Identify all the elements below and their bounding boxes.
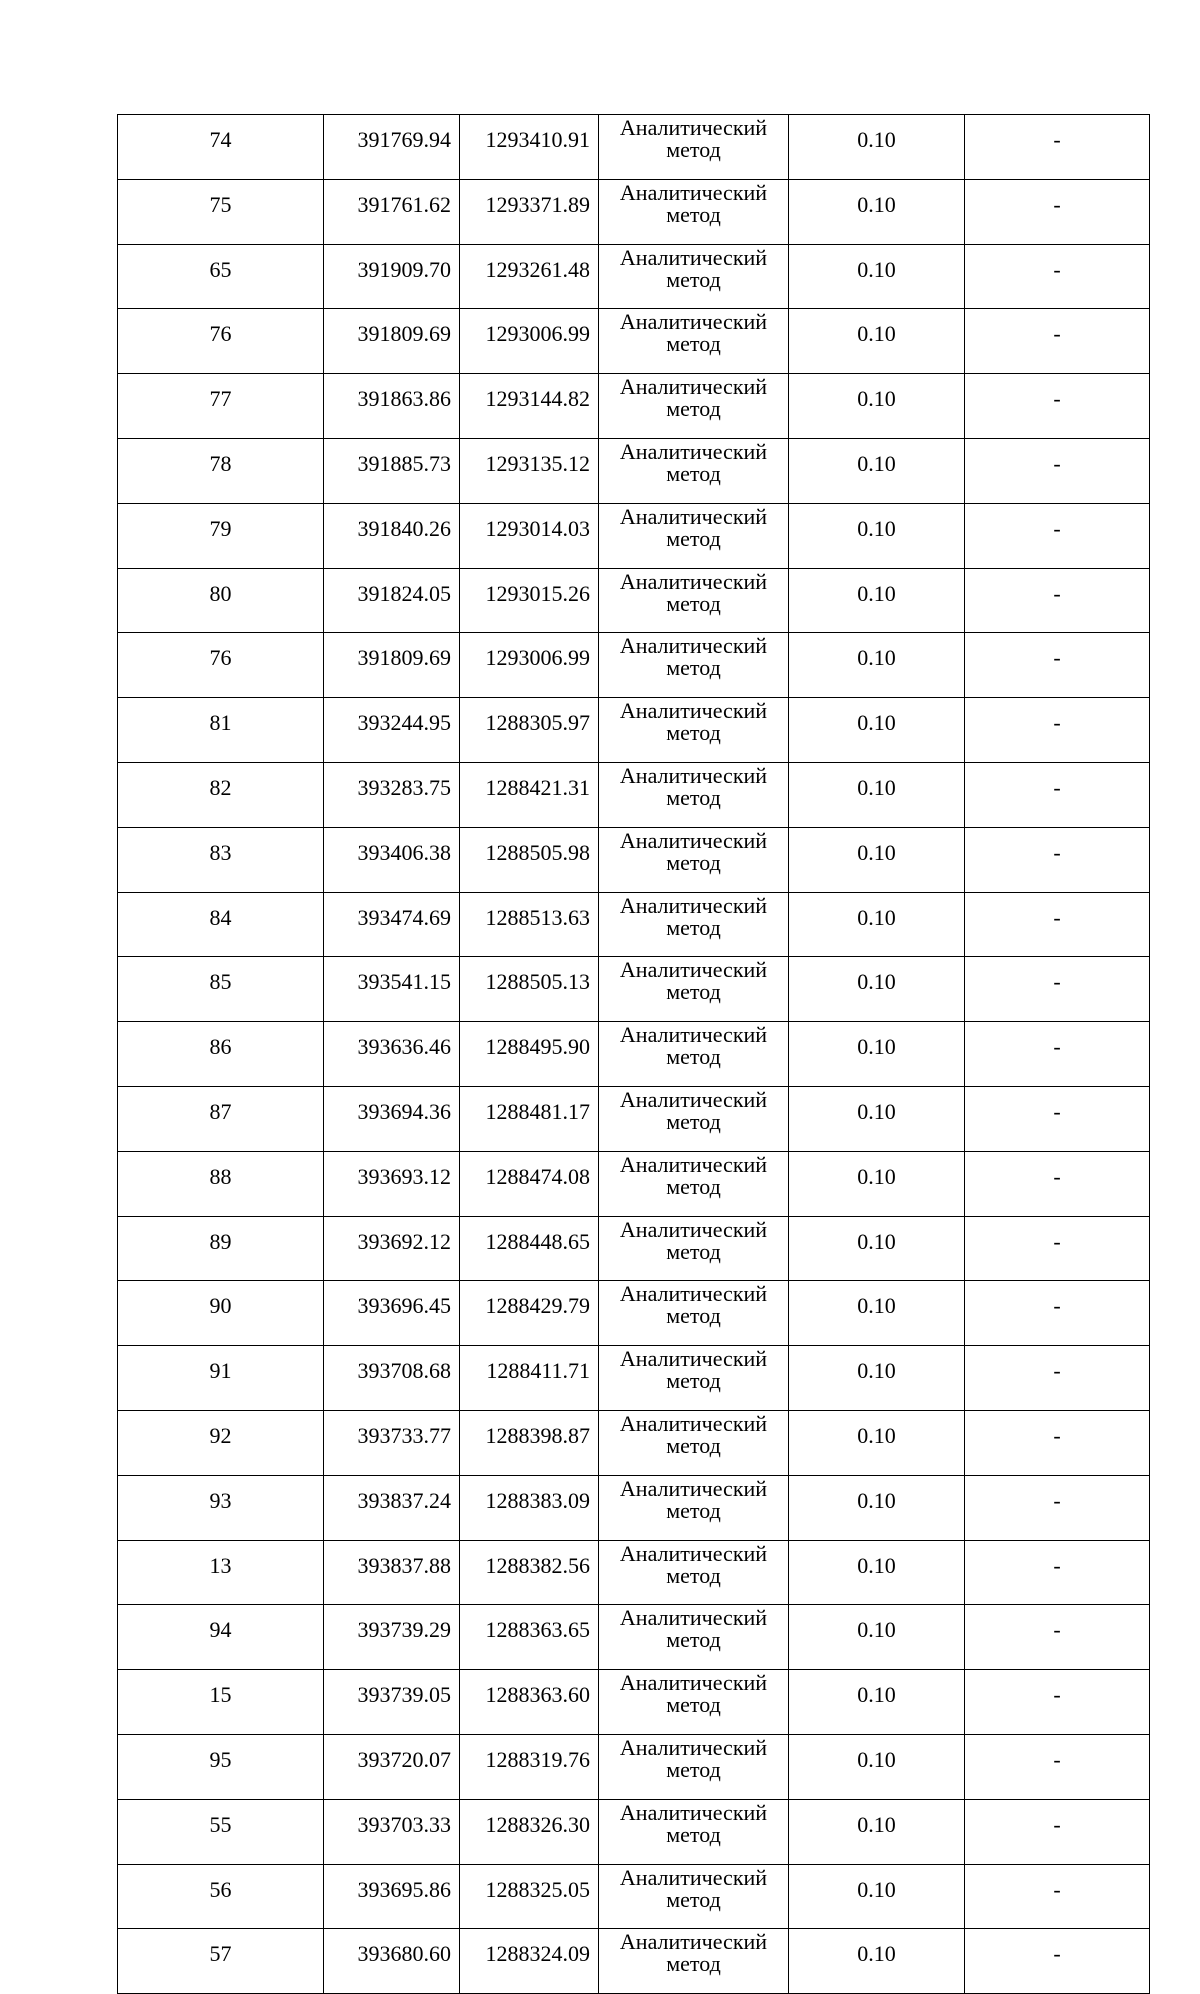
note-cell: -: [965, 1734, 1150, 1799]
method-cell: [599, 1410, 789, 1475]
method-line-2: метод: [666, 590, 721, 616]
accuracy-cell: 0.10: [789, 1799, 965, 1864]
table-row: [118, 309, 1150, 374]
method-line-1: Аналитический: [619, 1672, 768, 1696]
table-row: [118, 1734, 1150, 1799]
y-coordinate-cell: 1293410.91: [460, 115, 599, 180]
point-number-cell: 77: [118, 374, 324, 439]
y-coordinate-cell: 1293014.03: [460, 503, 599, 568]
note-cell: -: [965, 698, 1150, 763]
y-coordinate-cell: 1288363.65: [460, 1605, 599, 1670]
note-cell: -: [965, 1410, 1150, 1475]
x-coordinate-cell: 393695.86: [324, 1864, 460, 1929]
y-coordinate-cell: 1293015.26: [460, 568, 599, 633]
method-cell: [599, 309, 789, 374]
coordinates-table: [117, 114, 1150, 1994]
x-coordinate-cell: 393837.24: [324, 1475, 460, 1540]
method-line-2: метод: [666, 720, 721, 746]
table-row: [118, 115, 1150, 180]
point-number-cell: 81: [118, 698, 324, 763]
table-row: [118, 1346, 1150, 1411]
method-cell: [599, 1605, 789, 1670]
method-cell: [599, 1929, 789, 1994]
method-line-1: Аналитический: [619, 570, 768, 594]
note-cell: -: [965, 892, 1150, 957]
point-number-cell: 76: [118, 309, 324, 374]
x-coordinate-cell: 393708.68: [324, 1346, 460, 1411]
table-row: [118, 633, 1150, 698]
y-coordinate-cell: 1293144.82: [460, 374, 599, 439]
accuracy-cell: 0.10: [789, 892, 965, 957]
y-coordinate-cell: 1288474.08: [460, 1151, 599, 1216]
y-coordinate-cell: 1288411.71: [460, 1346, 599, 1411]
point-number-cell: 91: [118, 1346, 324, 1411]
accuracy-cell: 0.10: [789, 1670, 965, 1735]
note-cell: -: [965, 309, 1150, 374]
method-line-1: Аналитический: [619, 635, 768, 659]
method-line-2: метод: [666, 525, 721, 551]
note-cell: -: [965, 957, 1150, 1022]
note-cell: -: [965, 1281, 1150, 1346]
method-line-2: метод: [666, 914, 721, 940]
method-cell: [599, 374, 789, 439]
accuracy-cell: 0.10: [789, 568, 965, 633]
method-line-1: Аналитический: [619, 829, 768, 853]
table-row: [118, 1799, 1150, 1864]
method-cell: [599, 827, 789, 892]
note-cell: -: [965, 244, 1150, 309]
method-line-1: Аналитический: [619, 181, 768, 205]
point-number-cell: 89: [118, 1216, 324, 1281]
method-line-2: метод: [666, 396, 721, 422]
coordinates-table-body: [118, 115, 1150, 1994]
table-row: [118, 244, 1150, 309]
method-cell: [599, 1086, 789, 1151]
x-coordinate-cell: 391909.70: [324, 244, 460, 309]
table-row: [118, 1086, 1150, 1151]
x-coordinate-cell: 391761.62: [324, 179, 460, 244]
note-cell: -: [965, 1605, 1150, 1670]
accuracy-cell: 0.10: [789, 1410, 965, 1475]
method-cell: [599, 244, 789, 309]
accuracy-cell: 0.10: [789, 374, 965, 439]
point-number-cell: 93: [118, 1475, 324, 1540]
method-line-2: метод: [666, 1368, 721, 1394]
method-cell: [599, 698, 789, 763]
y-coordinate-cell: 1288325.05: [460, 1864, 599, 1929]
point-number-cell: 92: [118, 1410, 324, 1475]
method-line-1: Аналитический: [619, 1348, 768, 1372]
accuracy-cell: 0.10: [789, 1216, 965, 1281]
note-cell: -: [965, 1151, 1150, 1216]
accuracy-cell: 0.10: [789, 438, 965, 503]
method-line-1: Аналитический: [619, 1153, 768, 1177]
point-number-cell: 85: [118, 957, 324, 1022]
point-number-cell: 87: [118, 1086, 324, 1151]
note-cell: -: [965, 1022, 1150, 1087]
method-line-1: Аналитический: [619, 1024, 768, 1048]
x-coordinate-cell: 391769.94: [324, 115, 460, 180]
method-line-2: метод: [666, 266, 721, 292]
point-number-cell: 90: [118, 1281, 324, 1346]
method-line-1: Аналитический: [619, 1088, 768, 1112]
method-cell: [599, 1540, 789, 1605]
accuracy-cell: 0.10: [789, 698, 965, 763]
method-cell: [599, 1346, 789, 1411]
table-row: [118, 892, 1150, 957]
accuracy-cell: 0.10: [789, 1022, 965, 1087]
method-line-2: метод: [666, 1821, 721, 1847]
method-line-2: метод: [666, 1497, 721, 1523]
x-coordinate-cell: 393636.46: [324, 1022, 460, 1087]
accuracy-cell: 0.10: [789, 1540, 965, 1605]
method-line-2: метод: [666, 849, 721, 875]
method-cell: [599, 1864, 789, 1929]
y-coordinate-cell: 1288305.97: [460, 698, 599, 763]
x-coordinate-cell: 393733.77: [324, 1410, 460, 1475]
table-row: [118, 568, 1150, 633]
x-coordinate-cell: 393680.60: [324, 1929, 460, 1994]
accuracy-cell: 0.10: [789, 1929, 965, 1994]
method-line-2: метод: [666, 979, 721, 1005]
accuracy-cell: 0.10: [789, 503, 965, 568]
method-line-2: метод: [666, 1756, 721, 1782]
y-coordinate-cell: 1288326.30: [460, 1799, 599, 1864]
note-cell: -: [965, 1216, 1150, 1281]
y-coordinate-cell: 1288363.60: [460, 1670, 599, 1735]
point-number-cell: 94: [118, 1605, 324, 1670]
method-line-2: метод: [666, 460, 721, 486]
note-cell: -: [965, 1929, 1150, 1994]
note-cell: -: [965, 1864, 1150, 1929]
method-cell: [599, 633, 789, 698]
accuracy-cell: 0.10: [789, 179, 965, 244]
accuracy-cell: 0.10: [789, 309, 965, 374]
note-cell: -: [965, 1086, 1150, 1151]
method-line-1: Аналитический: [619, 1607, 768, 1631]
table-row: [118, 1540, 1150, 1605]
x-coordinate-cell: 393696.45: [324, 1281, 460, 1346]
point-number-cell: 15: [118, 1670, 324, 1735]
point-number-cell: 13: [118, 1540, 324, 1605]
method-line-2: метод: [666, 1108, 721, 1134]
table-row: [118, 503, 1150, 568]
method-cell: [599, 892, 789, 957]
table-row: [118, 698, 1150, 763]
table-row: [118, 957, 1150, 1022]
method-cell: [599, 503, 789, 568]
method-line-1: Аналитический: [619, 117, 768, 140]
method-line-2: метод: [666, 1303, 721, 1329]
method-line-2: метод: [666, 201, 721, 227]
y-coordinate-cell: 1288513.63: [460, 892, 599, 957]
x-coordinate-cell: 393244.95: [324, 698, 460, 763]
accuracy-cell: 0.10: [789, 1346, 965, 1411]
method-line-2: метод: [666, 1432, 721, 1458]
note-cell: -: [965, 827, 1150, 892]
accuracy-cell: 0.10: [789, 1605, 965, 1670]
x-coordinate-cell: 393283.75: [324, 762, 460, 827]
accuracy-cell: 0.10: [789, 1734, 965, 1799]
table-row: [118, 1216, 1150, 1281]
method-cell: [599, 1670, 789, 1735]
method-line-1: Аналитический: [619, 440, 768, 464]
method-line-2: метод: [666, 1238, 721, 1264]
accuracy-cell: 0.10: [789, 633, 965, 698]
table-row: [118, 1475, 1150, 1540]
y-coordinate-cell: 1293261.48: [460, 244, 599, 309]
x-coordinate-cell: 393837.88: [324, 1540, 460, 1605]
method-cell: [599, 179, 789, 244]
method-cell: [599, 1475, 789, 1540]
accuracy-cell: 0.10: [789, 762, 965, 827]
point-number-cell: 57: [118, 1929, 324, 1994]
method-line-2: метод: [666, 1562, 721, 1588]
x-coordinate-cell: 393474.69: [324, 892, 460, 957]
method-cell: [599, 1734, 789, 1799]
method-cell: [599, 1022, 789, 1087]
y-coordinate-cell: 1293371.89: [460, 179, 599, 244]
table-row: [118, 1151, 1150, 1216]
x-coordinate-cell: 393739.29: [324, 1605, 460, 1670]
accuracy-cell: 0.10: [789, 1086, 965, 1151]
x-coordinate-cell: 393694.36: [324, 1086, 460, 1151]
method-cell: [599, 438, 789, 503]
accuracy-cell: 0.10: [789, 1151, 965, 1216]
table-row: [118, 1605, 1150, 1670]
point-number-cell: 80: [118, 568, 324, 633]
method-line-1: Аналитический: [619, 1477, 768, 1501]
y-coordinate-cell: 1288324.09: [460, 1929, 599, 1994]
table-row: [118, 374, 1150, 439]
method-line-2: метод: [666, 331, 721, 357]
x-coordinate-cell: 391809.69: [324, 633, 460, 698]
method-line-1: Аналитический: [619, 246, 768, 270]
note-cell: -: [965, 568, 1150, 633]
note-cell: -: [965, 1540, 1150, 1605]
point-number-cell: 82: [118, 762, 324, 827]
x-coordinate-cell: 393703.33: [324, 1799, 460, 1864]
y-coordinate-cell: 1293006.99: [460, 309, 599, 374]
y-coordinate-cell: 1288421.31: [460, 762, 599, 827]
method-line-1: Аналитический: [619, 894, 768, 918]
x-coordinate-cell: 393541.15: [324, 957, 460, 1022]
method-cell: [599, 1216, 789, 1281]
method-cell: [599, 568, 789, 633]
point-number-cell: 55: [118, 1799, 324, 1864]
x-coordinate-cell: 393692.12: [324, 1216, 460, 1281]
accuracy-cell: 0.10: [789, 1475, 965, 1540]
note-cell: -: [965, 374, 1150, 439]
table-row: [118, 1281, 1150, 1346]
method-line-1: Аналитический: [619, 1736, 768, 1760]
note-cell: -: [965, 762, 1150, 827]
y-coordinate-cell: 1288448.65: [460, 1216, 599, 1281]
y-coordinate-cell: 1288495.90: [460, 1022, 599, 1087]
note-cell: -: [965, 438, 1150, 503]
accuracy-cell: 0.10: [789, 827, 965, 892]
method-line-2: метод: [666, 1951, 721, 1977]
method-line-1: Аналитический: [619, 700, 768, 724]
table-row: [118, 1410, 1150, 1475]
point-number-cell: 79: [118, 503, 324, 568]
point-number-cell: 56: [118, 1864, 324, 1929]
x-coordinate-cell: 393720.07: [324, 1734, 460, 1799]
method-cell: [599, 1151, 789, 1216]
x-coordinate-cell: 391885.73: [324, 438, 460, 503]
method-line-2: метод: [666, 784, 721, 810]
point-number-cell: 95: [118, 1734, 324, 1799]
method-line-1: Аналитический: [619, 1218, 768, 1242]
y-coordinate-cell: 1288505.98: [460, 827, 599, 892]
method-line-1: Аналитический: [619, 1412, 768, 1436]
point-number-cell: 88: [118, 1151, 324, 1216]
method-line-2: метод: [666, 1044, 721, 1070]
point-number-cell: 84: [118, 892, 324, 957]
x-coordinate-cell: 391840.26: [324, 503, 460, 568]
note-cell: -: [965, 1475, 1150, 1540]
y-coordinate-cell: 1293135.12: [460, 438, 599, 503]
note-cell: -: [965, 633, 1150, 698]
method-line-1: Аналитический: [619, 959, 768, 983]
point-number-cell: 78: [118, 438, 324, 503]
x-coordinate-cell: 391809.69: [324, 309, 460, 374]
y-coordinate-cell: 1288481.17: [460, 1086, 599, 1151]
method-cell: [599, 115, 789, 180]
x-coordinate-cell: 393693.12: [324, 1151, 460, 1216]
x-coordinate-cell: 393739.05: [324, 1670, 460, 1735]
method-line-2: метод: [666, 1886, 721, 1912]
note-cell: -: [965, 1670, 1150, 1735]
point-number-cell: 86: [118, 1022, 324, 1087]
x-coordinate-cell: 391863.86: [324, 374, 460, 439]
table-row: [118, 438, 1150, 503]
table-row: [118, 762, 1150, 827]
method-line-1: Аналитический: [619, 505, 768, 529]
point-number-cell: 75: [118, 179, 324, 244]
method-line-2: метод: [666, 655, 721, 681]
note-cell: -: [965, 179, 1150, 244]
y-coordinate-cell: 1288398.87: [460, 1410, 599, 1475]
method-line-1: Аналитический: [619, 376, 768, 400]
y-coordinate-cell: 1288383.09: [460, 1475, 599, 1540]
y-coordinate-cell: 1288319.76: [460, 1734, 599, 1799]
table-row: [118, 1929, 1150, 1994]
method-line-1: Аналитический: [619, 1931, 768, 1955]
method-line-1: Аналитический: [619, 1801, 768, 1825]
method-cell: [599, 1281, 789, 1346]
x-coordinate-cell: 391824.05: [324, 568, 460, 633]
y-coordinate-cell: 1288429.79: [460, 1281, 599, 1346]
table-row: [118, 1864, 1150, 1929]
method-line-1: Аналитический: [619, 1542, 768, 1566]
table-row: [118, 1022, 1150, 1087]
x-coordinate-cell: 393406.38: [324, 827, 460, 892]
method-line-1: Аналитический: [619, 764, 768, 788]
y-coordinate-cell: 1293006.99: [460, 633, 599, 698]
accuracy-cell: 0.10: [789, 244, 965, 309]
accuracy-cell: 0.10: [789, 115, 965, 180]
method-line-2: метод: [666, 1173, 721, 1199]
note-cell: -: [965, 503, 1150, 568]
accuracy-cell: 0.10: [789, 957, 965, 1022]
point-number-cell: 65: [118, 244, 324, 309]
method-cell: [599, 957, 789, 1022]
point-number-cell: 76: [118, 633, 324, 698]
note-cell: -: [965, 1346, 1150, 1411]
method-line-1: Аналитический: [619, 1283, 768, 1307]
method-line-1: Аналитический: [619, 1866, 768, 1890]
point-number-cell: 74: [118, 115, 324, 180]
method-line-2: метод: [666, 1692, 721, 1718]
table-row: [118, 179, 1150, 244]
method-line-2: метод: [666, 1627, 721, 1653]
method-line-2: метод: [666, 137, 721, 162]
accuracy-cell: 0.10: [789, 1281, 965, 1346]
note-cell: -: [965, 1799, 1150, 1864]
table-row: [118, 1670, 1150, 1735]
point-number-cell: 83: [118, 827, 324, 892]
method-line-1: Аналитический: [619, 311, 768, 335]
y-coordinate-cell: 1288382.56: [460, 1540, 599, 1605]
method-cell: [599, 762, 789, 827]
y-coordinate-cell: 1288505.13: [460, 957, 599, 1022]
note-cell: -: [965, 115, 1150, 180]
accuracy-cell: 0.10: [789, 1864, 965, 1929]
method-cell: [599, 1799, 789, 1864]
table-row: [118, 827, 1150, 892]
